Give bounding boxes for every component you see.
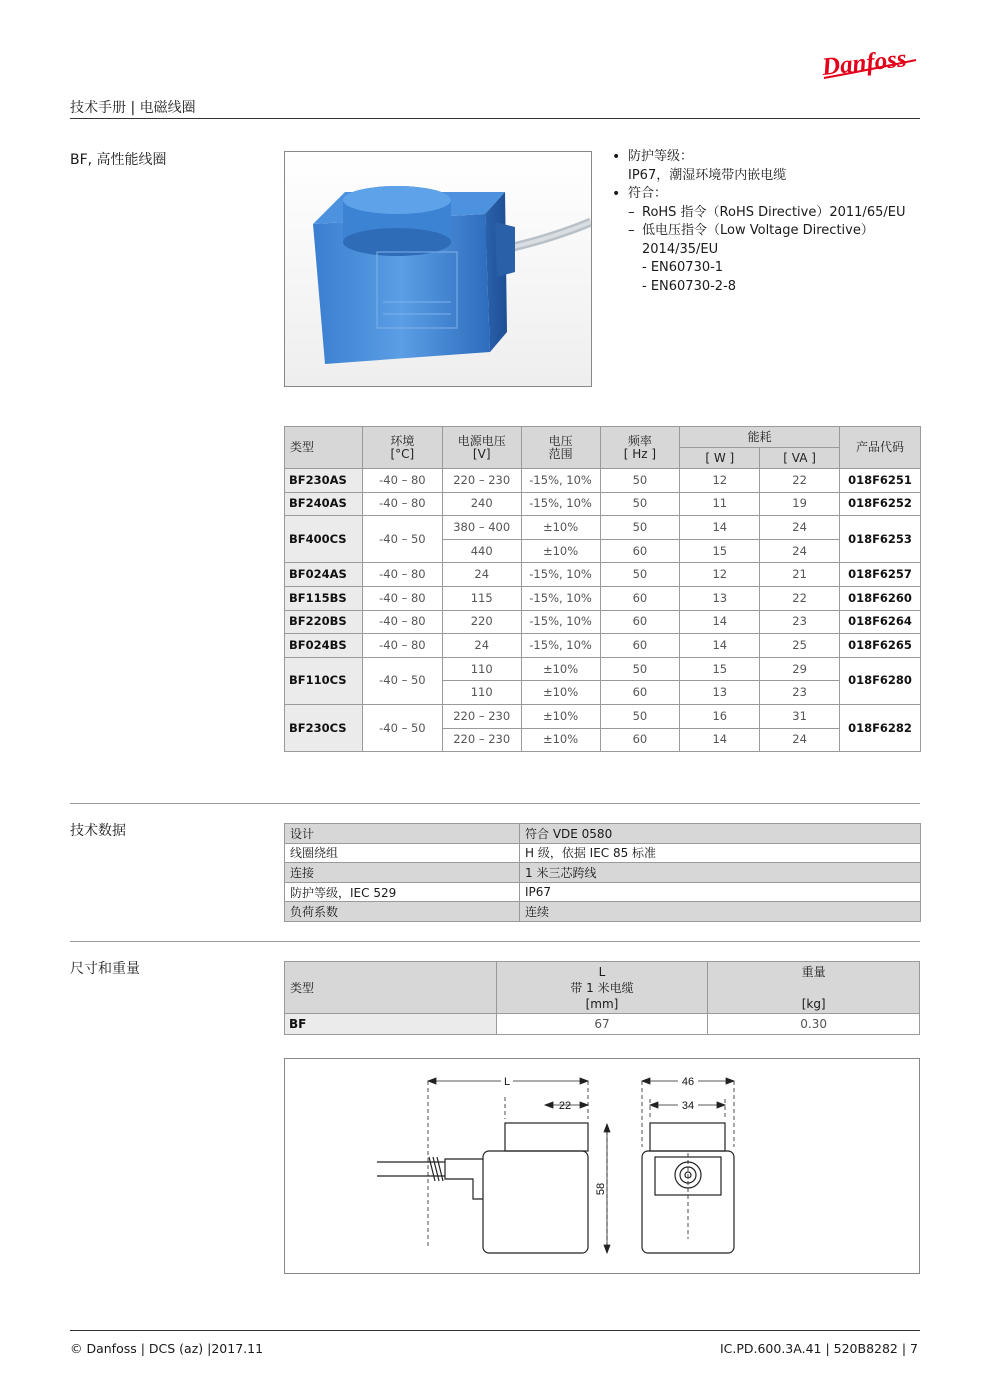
col-code: 产品代码 [840, 427, 921, 469]
standard-item: - EN60730-2-8 [642, 278, 737, 294]
col-power-w: [ W ] [680, 448, 760, 469]
compliance-lvd: – 低电压指令（Low Voltage Directive） [610, 222, 930, 241]
footer-copyright: © Danfoss | DCS (az) |2017.11 [70, 1341, 264, 1356]
dimension-drawing [284, 1058, 920, 1274]
table-row: BF400CS -40 – 50 380 – 400 ±10% 50 14 24 018F6253 [285, 516, 921, 540]
dimensions-table [284, 961, 920, 1035]
standard-item: - EN60730-1 [642, 260, 724, 275]
feature-protection-label: • 防护等级： [610, 148, 930, 167]
product-photo [284, 151, 592, 387]
table-row: 负荷系数 连续 [285, 902, 921, 922]
table-row: BF220BS -40 – 80 220 -15%, 10% 60 14 23 018F6264 [285, 610, 921, 634]
dim-label-46: 46 [681, 1076, 695, 1088]
col-voltage-range: 电压 范围 [521, 427, 600, 469]
table-row: BF110CS -40 – 50 110 ±10% 50 15 29 018F6280 [285, 657, 921, 681]
section-divider [70, 803, 920, 804]
tech-data-table [284, 823, 921, 922]
compliance-lvd-cont: 2014/35/EU [642, 241, 719, 257]
product-heading: BF, 高性能线圈 [70, 152, 167, 168]
feature-protection-detail: IP67，潮湿环境带内嵌电缆 [628, 167, 787, 183]
table-row: BF230AS -40 – 80 220 – 230 -15%, 10% 50 12 22 018F6251 [285, 469, 921, 493]
table-row: BF024AS -40 – 80 24 -15%, 10% 50 12 21 018F6257 [285, 563, 921, 587]
feature-list [610, 148, 930, 296]
dim-label-34: 34 [681, 1100, 695, 1112]
col-type: 类型 [285, 962, 497, 1014]
table-row: 220 – 230 ±10% 60 14 24 [285, 728, 921, 752]
table-row: 440 ±10% 60 15 24 [285, 539, 921, 563]
col-weight: 重量 [kg] [708, 962, 920, 1014]
col-power: 能耗 [680, 427, 840, 448]
col-voltage: 电源电压 [V] [442, 427, 521, 469]
header-divider [70, 118, 920, 119]
footer-divider [70, 1330, 920, 1331]
col-type: 类型 [285, 427, 363, 469]
compliance-rohs: – RoHS 指令（RoHS Directive）2011/65/EU [610, 204, 930, 223]
dim-label-58: 58 [595, 1182, 607, 1196]
dim-label-22: 22 [558, 1100, 572, 1112]
table-row: 设计 符合 VDE 0580 [285, 824, 921, 844]
table-row: 连接 1 米三芯跨线 [285, 863, 921, 883]
table-row: BF115BS -40 – 80 115 -15%, 10% 60 13 22 018F6260 [285, 586, 921, 610]
table-row: 线圈绕组 H 级，依据 IEC 85 标准 [285, 843, 921, 863]
col-frequency: 频率 [ Hz ] [600, 427, 680, 469]
coil-photo [285, 152, 591, 386]
dimensions-heading: 尺寸和重量 [70, 961, 140, 977]
tech-data-heading: 技术数据 [70, 823, 126, 839]
table-row: BF 67 0.30 [285, 1014, 920, 1035]
section-divider [70, 941, 920, 942]
table-row: 防护等级，IEC 529 IP67 [285, 882, 921, 902]
col-length: L 带 1 米电缆 [mm] [496, 962, 708, 1014]
logo-wordmark: Danfoss [820, 45, 908, 81]
table-row: BF024BS -40 – 80 24 -15%, 10% 60 14 25 018F6265 [285, 634, 921, 658]
page-title: 技术手册 | 电磁线圈 [70, 100, 196, 116]
danfoss-logo [818, 40, 922, 86]
table-row: 110 ±10% 60 13 23 [285, 681, 921, 705]
table-row: BF240AS -40 – 80 240 -15%, 10% 50 11 19 018F6252 [285, 492, 921, 516]
dim-label-l: L [503, 1076, 511, 1088]
feature-compliance-label: • 符合： [610, 185, 930, 204]
col-ambient: 环境 [°C] [362, 427, 442, 469]
table-row: BF230CS -40 – 50 220 – 230 ±10% 50 16 31 018F6282 [285, 704, 921, 728]
footer-doc-number: IC.PD.600.3A.41 | 520B8282 | 7 [719, 1341, 918, 1356]
coil-spec-table [284, 426, 921, 752]
col-power-va: [ VA ] [760, 448, 840, 469]
